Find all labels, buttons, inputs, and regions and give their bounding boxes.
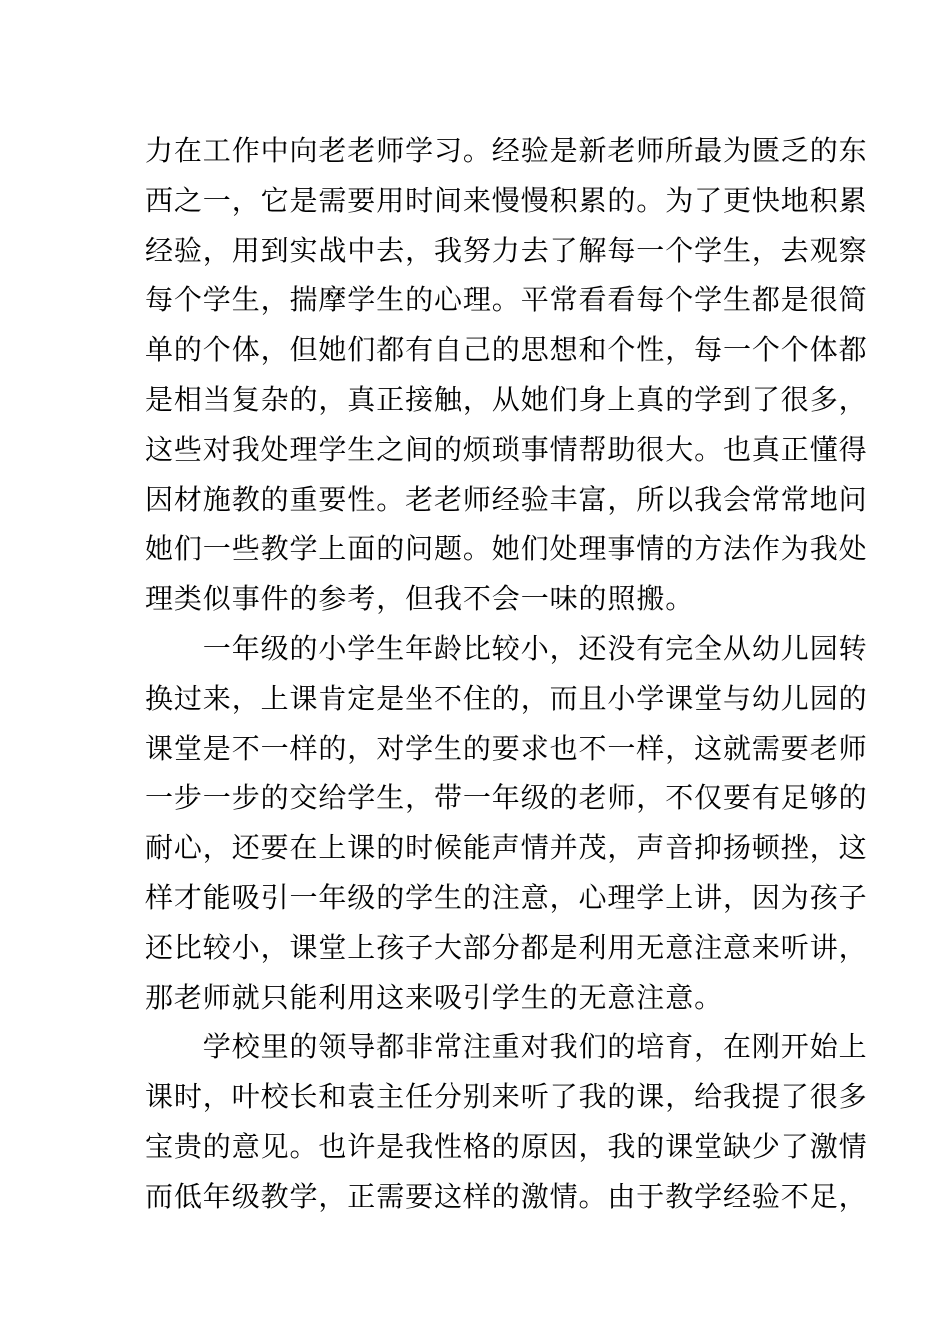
text-line: 换过来，上课肯定是坐不住的，而且小学课堂与幼儿园的	[145, 681, 868, 715]
text-line: 耐心，还要在上课的时候能声情并茂，声音抑扬顿挫，这	[145, 831, 868, 865]
text-line: 是相当复杂的，真正接触，从她们身上真的学到了很多，	[145, 382, 868, 416]
text-line: 课堂是不一样的，对学生的要求也不一样，这就需要老师	[145, 731, 868, 765]
text-line: 理类似事件的参考，但我不会一味的照搬。	[145, 582, 695, 616]
text-line: 而低年级教学，正需要这样的激情。由于教学经验不足，	[145, 1179, 868, 1213]
text-line: 学校里的领导都非常注重对我们的培育，在刚开始上	[145, 1030, 868, 1064]
text-line: 这些对我处理学生之间的烦琐事情帮助很大。也真正懂得	[145, 432, 868, 466]
text-line: 一年级的小学生年龄比较小，还没有完全从幼儿园转	[145, 631, 868, 665]
text-line: 宝贵的意见。也许是我性格的原因，我的课堂缺少了激情	[145, 1129, 868, 1163]
text-line: 西之一，它是需要用时间来慢慢积累的。为了更快地积累	[145, 183, 868, 217]
text-line: 力在工作中向老老师学习。经验是新老师所最为匮乏的东	[145, 134, 868, 167]
text-line: 还比较小，课堂上孩子大部分都是利用无意注意来听讲，	[145, 930, 868, 964]
text-line: 一步一步的交给学生，带一年级的老师，不仅要有足够的	[145, 781, 868, 815]
text-line: 她们一些教学上面的问题。她们处理事情的方法作为我处	[145, 532, 868, 566]
text-line: 每个学生，揣摩学生的心理。平常看看每个学生都是很简	[145, 283, 868, 317]
text-line: 样才能吸引一年级的学生的注意，心理学上讲，因为孩子	[145, 880, 868, 914]
text-line: 因材施教的重要性。老老师经验丰富，所以我会常常地问	[145, 482, 868, 516]
text-line: 经验，用到实战中去，我努力去了解每一个学生，去观察	[145, 233, 868, 267]
text-line: 课时，叶校长和袁主任分别来听了我的课，给我提了很多	[145, 1080, 868, 1114]
text-line: 单的个体，但她们都有自己的思想和个性，每一个个体都	[145, 333, 868, 367]
body-text	[145, 126, 868, 1222]
text-line: 那老师就只能利用这来吸引学生的无意注意。	[145, 980, 724, 1014]
